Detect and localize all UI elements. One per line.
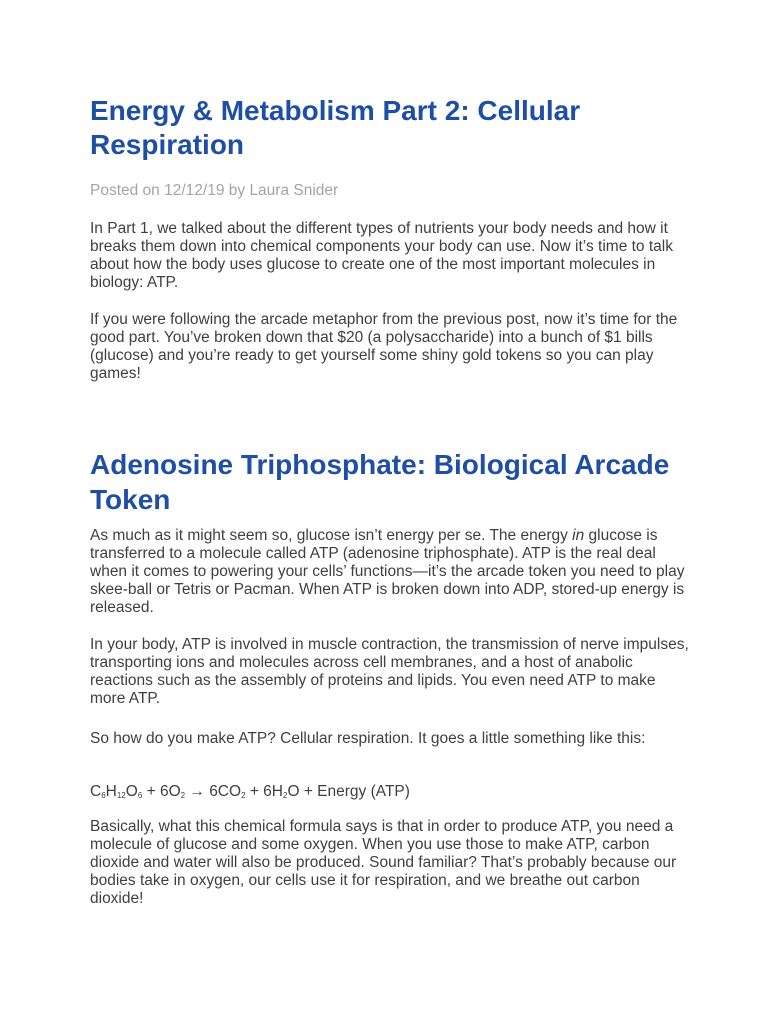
formula-part: + 6H [245, 783, 283, 800]
formula-part: H [105, 783, 117, 800]
formula-subscript: 12 [116, 791, 126, 800]
post-meta [90, 181, 690, 201]
chemical-formula [90, 783, 690, 801]
formula-part: O + Energy (ATP) [287, 783, 410, 800]
text-fragment: glucose is transferred to a molecule called ATP (adenosine triphosphate). ATP is the real deal when it comes to powering your cells’ functions—it’s the arcade token you need to play skee-ball or Tetris or Pacman. When ATP is broken down into ADP, stored-up energy is released. [90, 527, 685, 616]
paragraph-atp-uses: In your body, ATP is involved in muscle contraction, the transmission of nerve impulses, transporting ions and molecules across cell membranes, and a host of anabolic reactions such as the assembly of proteins and lipids. You even need ATP to make more ATP. [90, 636, 689, 707]
formula-subscript: 6 [101, 791, 106, 800]
posted-label: Posted on [90, 182, 165, 199]
paragraph-how-make-atp: So how do you make ATP? Cellular respiration. It goes a little something like this: [90, 730, 646, 747]
formula-part: C [90, 783, 102, 800]
article-title: Energy & Metabolism Part 2: Cellular Respiration [90, 95, 581, 160]
paragraph-arcade-metaphor: If you were following the arcade metaphor from the previous post, now it’s time for the good part. You’ve broken down that $20 (a polysaccharide) into a bunch of $1 bills (glucose) and you’re ready to get yourself some shiny gold tokens so you can play games! [90, 311, 678, 382]
post-date: 12/12/19 [164, 182, 225, 199]
paragraph-atp-intro [90, 527, 690, 617]
formula-part: O [125, 783, 138, 800]
formula-subscript: 2 [283, 791, 288, 800]
post-author: Laura Snider [249, 182, 339, 199]
formula-subscript: 2 [180, 791, 186, 800]
paragraph-formula-explanation: Basically, what this chemical formula says is that in order to produce ATP, you need a molecule of glucose and some oxygen. When you use those to make ATP, carbon dioxide and water will also be produced. Sound familiar? That’s probably because our bodies take in oxygen, our cells use it for respiration, and we breathe out carbon dioxide! [90, 818, 677, 907]
formula-subscript: 2 [241, 791, 246, 800]
by-label: by [224, 182, 250, 199]
emphasis-in: in [572, 527, 585, 544]
section-heading: Adenosine Triphosphate: Biological Arcade Token [90, 449, 670, 515]
paragraph-intro: In Part 1, we talked about the different types of nutrients your body needs and how it breaks them down into chemical components your body can use. Now it’s time to talk about how the body uses glucose to create one of the most important molecules in biology: ATP. [90, 220, 673, 291]
formula-part: + 6O [142, 783, 181, 800]
formula-subscript: 6 [137, 791, 143, 800]
formula-part: → 6CO [185, 783, 242, 800]
text-fragment: As much as it might seem so, glucose isn’t energy per se. The energy [90, 527, 573, 544]
